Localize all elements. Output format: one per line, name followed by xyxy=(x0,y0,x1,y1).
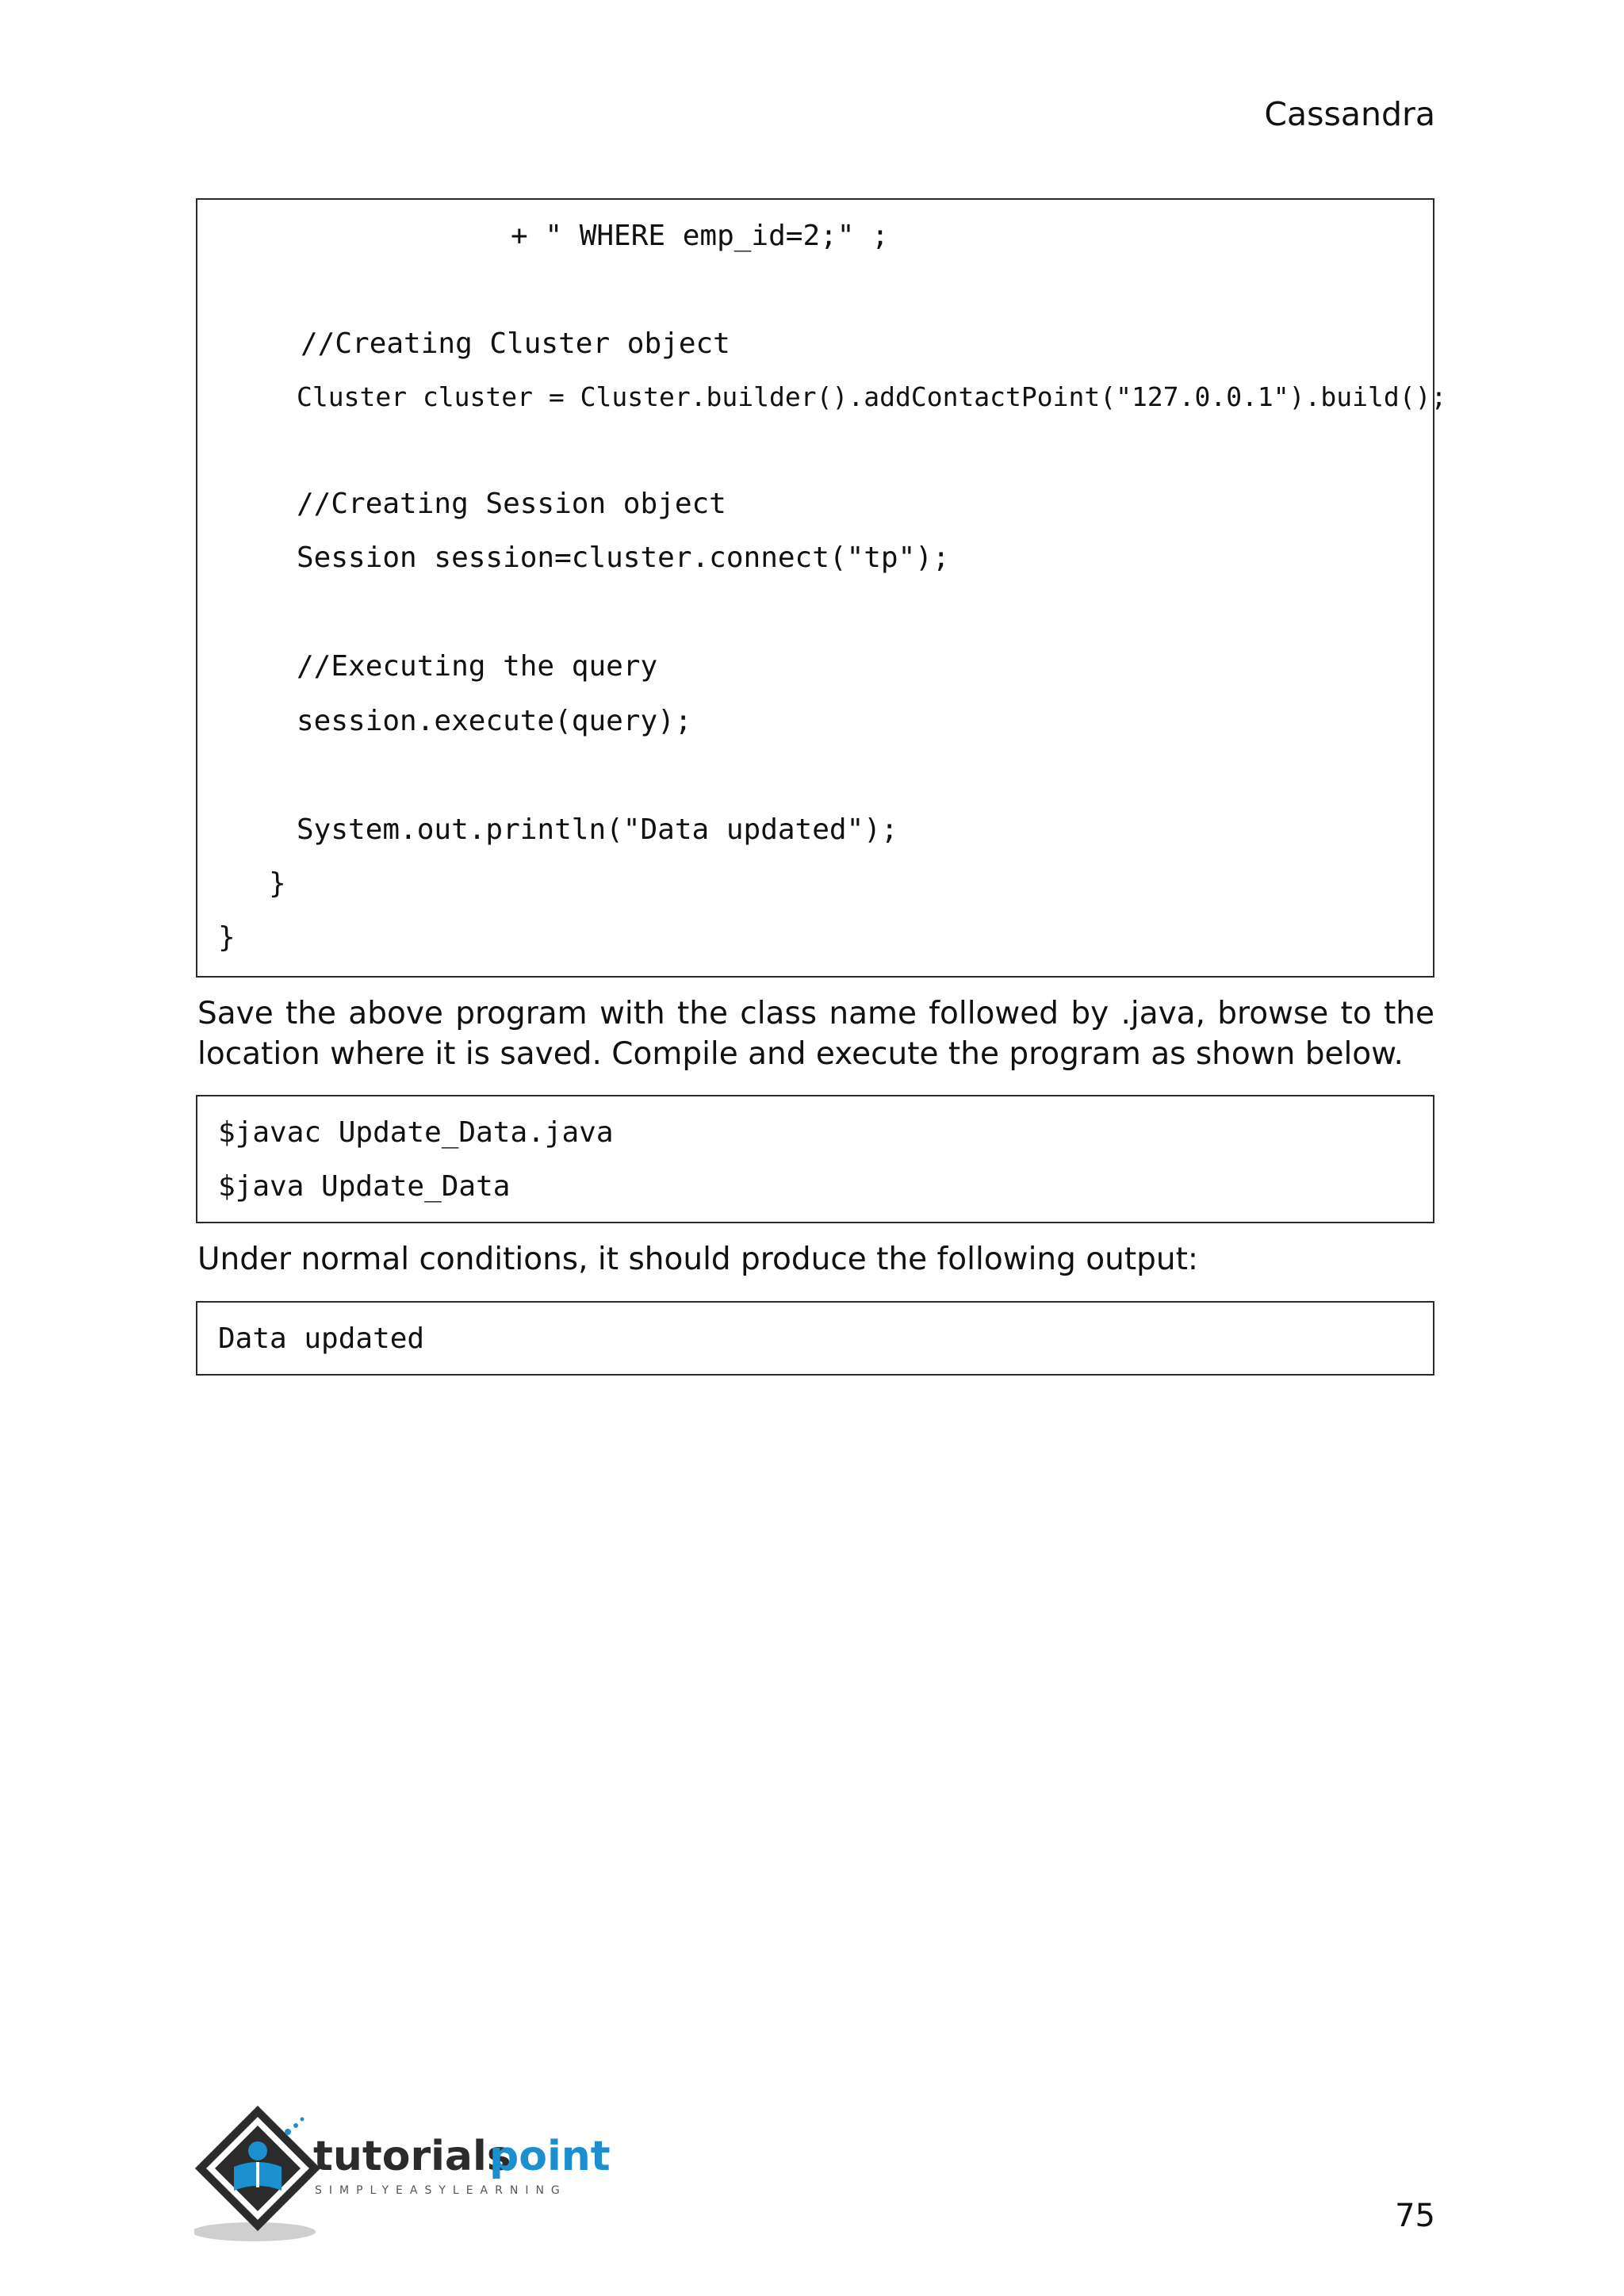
code-line: //Creating Session object xyxy=(297,488,726,520)
logo-word-point: point xyxy=(489,2133,611,2180)
code-line: //Executing the query xyxy=(297,650,658,683)
code-line: System.out.println("Data updated"); xyxy=(297,813,898,846)
code-line: $javac Update_Data.java xyxy=(218,1116,614,1149)
code-line: Cluster cluster = Cluster.builder().addContactPoint("127.0.0.1").build(); xyxy=(297,381,1447,412)
paragraph-line: Under normal conditions, it should produce the following output: xyxy=(197,1242,1199,1277)
code-block-java-source xyxy=(196,198,1447,978)
code-block-output xyxy=(196,1301,1434,1376)
code-line: //Creating Cluster object xyxy=(301,327,730,360)
page-number: 75 xyxy=(1395,2198,1435,2234)
page-header-title: Cassandra xyxy=(1264,95,1435,133)
logo-word-tutorials: tutorials xyxy=(313,2133,511,2180)
code-line: } xyxy=(218,921,236,954)
code-line: session.execute(query); xyxy=(297,705,692,737)
logo-diamond-icon xyxy=(201,2111,315,2225)
code-block-compile-commands xyxy=(196,1095,1434,1223)
tutorialspoint-logo xyxy=(194,2105,622,2248)
code-line: Session session=cluster.connect("tp"); xyxy=(297,541,950,574)
code-line: + " WHERE emp_id=2;" ; xyxy=(511,220,889,252)
code-line: } xyxy=(269,867,286,900)
code-line: $java Update_Data xyxy=(218,1170,511,1203)
code-line: Data updated xyxy=(218,1322,425,1355)
paragraph-line: Save the above program with the class name followed by .java, browse to the xyxy=(197,996,1434,1031)
logo-tagline: SIMPLYEASYLEARNING xyxy=(315,2184,567,2197)
paragraph-line: location where it is saved. Compile and execute the program as shown below. xyxy=(197,1036,1404,1072)
